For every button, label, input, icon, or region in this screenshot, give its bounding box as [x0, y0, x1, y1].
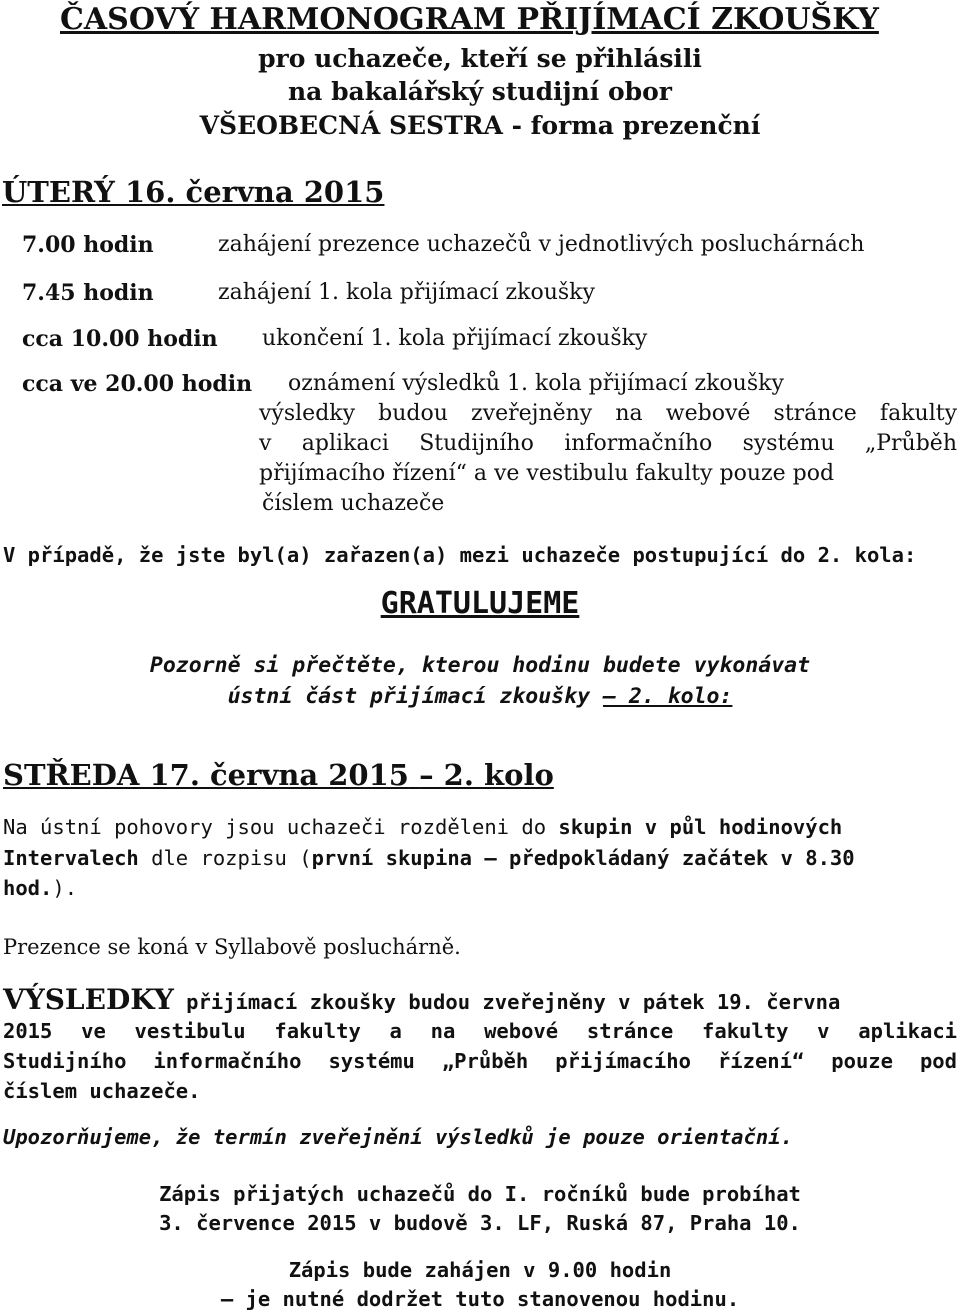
- schedule-time: 7.45 hodin: [22, 280, 154, 306]
- enrollment-line-2: 3. července 2015 v budově 3. LF, Ruská 87, Praha 10.: [159, 1211, 801, 1235]
- notice-line-2-round: – 2. kolo:: [602, 684, 733, 709]
- results-text: přijímací zkoušky budou zveřejněny v pátek 19. června: [173, 990, 841, 1014]
- schedule-text: ukončení 1. kola přijímací zkoušky: [262, 326, 648, 351]
- subtitle-line-1: pro uchazeče, kteří se přihlásili: [258, 44, 702, 73]
- day2-heading-date: STŘEDA 17. června 2015: [3, 758, 409, 792]
- subtitle-line-2: na bakalářský studijní obor: [288, 77, 672, 106]
- schedule-time: cca ve 20.00 hodin: [22, 371, 253, 397]
- oral-exam-text: Na ústní pohovory jsou uchazeči rozděleni do: [3, 815, 559, 839]
- enrollment-line-3: Zápis bude zahájen v 9.00 hodin: [288, 1258, 672, 1282]
- round2-condition: V případě, že jste byl(a) zařazen(a) mezi uchazeče postupující do 2. kola:: [3, 543, 917, 567]
- notice-line-2: [0, 684, 960, 709]
- day2-heading-round: – 2. kolo: [419, 758, 554, 792]
- schedule-text: oznámení výsledků 1. kola přijímací zkoušky: [288, 371, 784, 396]
- results-note-line: přijímacího řízení“ a ve vestibulu fakulty pouze pod: [259, 461, 835, 486]
- schedule-time: 7.00 hodin: [22, 232, 154, 258]
- results-line-2: 2015 ve vestibulu fakulty a na webové stránce fakulty v aplikaci: [3, 1019, 957, 1043]
- oral-exam-intervals: Intervalech: [3, 846, 139, 870]
- schedule-text: zahájení prezence uchazečů v jednotlivých posluchárnách: [218, 232, 865, 257]
- results-line-1: [3, 983, 957, 1016]
- schedule-row: [22, 371, 252, 397]
- oral-exam-groups: skupin v půl hodinových: [558, 815, 843, 839]
- oral-exam-line-3: [3, 876, 77, 900]
- enrollment-line-1: Zápis přijatých uchazečů do I. ročníků bude probíhat: [159, 1182, 801, 1206]
- orientation-warning: Upozorňujeme, že termín zveřejnění výsledků je pouze orientační.: [3, 1125, 793, 1149]
- schedule-row: [22, 232, 154, 258]
- results-note-line: výsledky budou zveřejněny na webové stránce fakulty: [259, 401, 957, 426]
- results-line-4: číslem uchazeče.: [3, 1079, 201, 1103]
- schedule-row: [22, 326, 218, 352]
- registration-room: Prezence se koná v Syllabově posluchárně.: [3, 935, 461, 959]
- enrollment-line-4: – je nutné dodržet tuto stanovenou hodinu.: [220, 1287, 740, 1311]
- day1-heading: ÚTERÝ 16. června 2015: [2, 175, 385, 209]
- results-note-line: v aplikaci Studijního informačního systému „Průběh: [259, 431, 957, 456]
- subtitle-line-3: VŠEOBECNÁ SESTRA - forma prezenční: [199, 111, 761, 140]
- day2-heading: [3, 758, 554, 792]
- results-note-line: číslem uchazeče: [262, 491, 445, 516]
- oral-exam-first-group: první skupina – předpokládaný začátek v 8.30: [311, 846, 855, 870]
- notice-line-1: Pozorně si přečtěte, kterou hodinu budete vykonávat: [149, 653, 811, 678]
- notice-line-2-text: ústní část přijímací zkoušky: [227, 684, 591, 709]
- schedule-time: cca 10.00 hodin: [22, 326, 218, 352]
- schedule-text: zahájení 1. kola přijímací zkoušky: [218, 280, 595, 305]
- schedule-row: [22, 280, 154, 306]
- results-word: VÝSLEDKY: [3, 983, 174, 1016]
- congratulations-heading: GRATULUJEME: [380, 586, 580, 621]
- document-title: ČASOVÝ HARMONOGRAM PŘIJÍMACÍ ZKOUŠKY: [60, 2, 879, 37]
- oral-exam-schedule: dle rozpisu (: [138, 846, 312, 870]
- results-line-3: Studijního informačního systému „Průběh přijímacího řízení“ pouze pod: [3, 1049, 957, 1073]
- oral-exam-hour: hod.: [3, 876, 53, 900]
- oral-exam-line-1: [3, 815, 842, 839]
- oral-exam-end: ).: [52, 876, 78, 900]
- oral-exam-line-2: [3, 846, 855, 870]
